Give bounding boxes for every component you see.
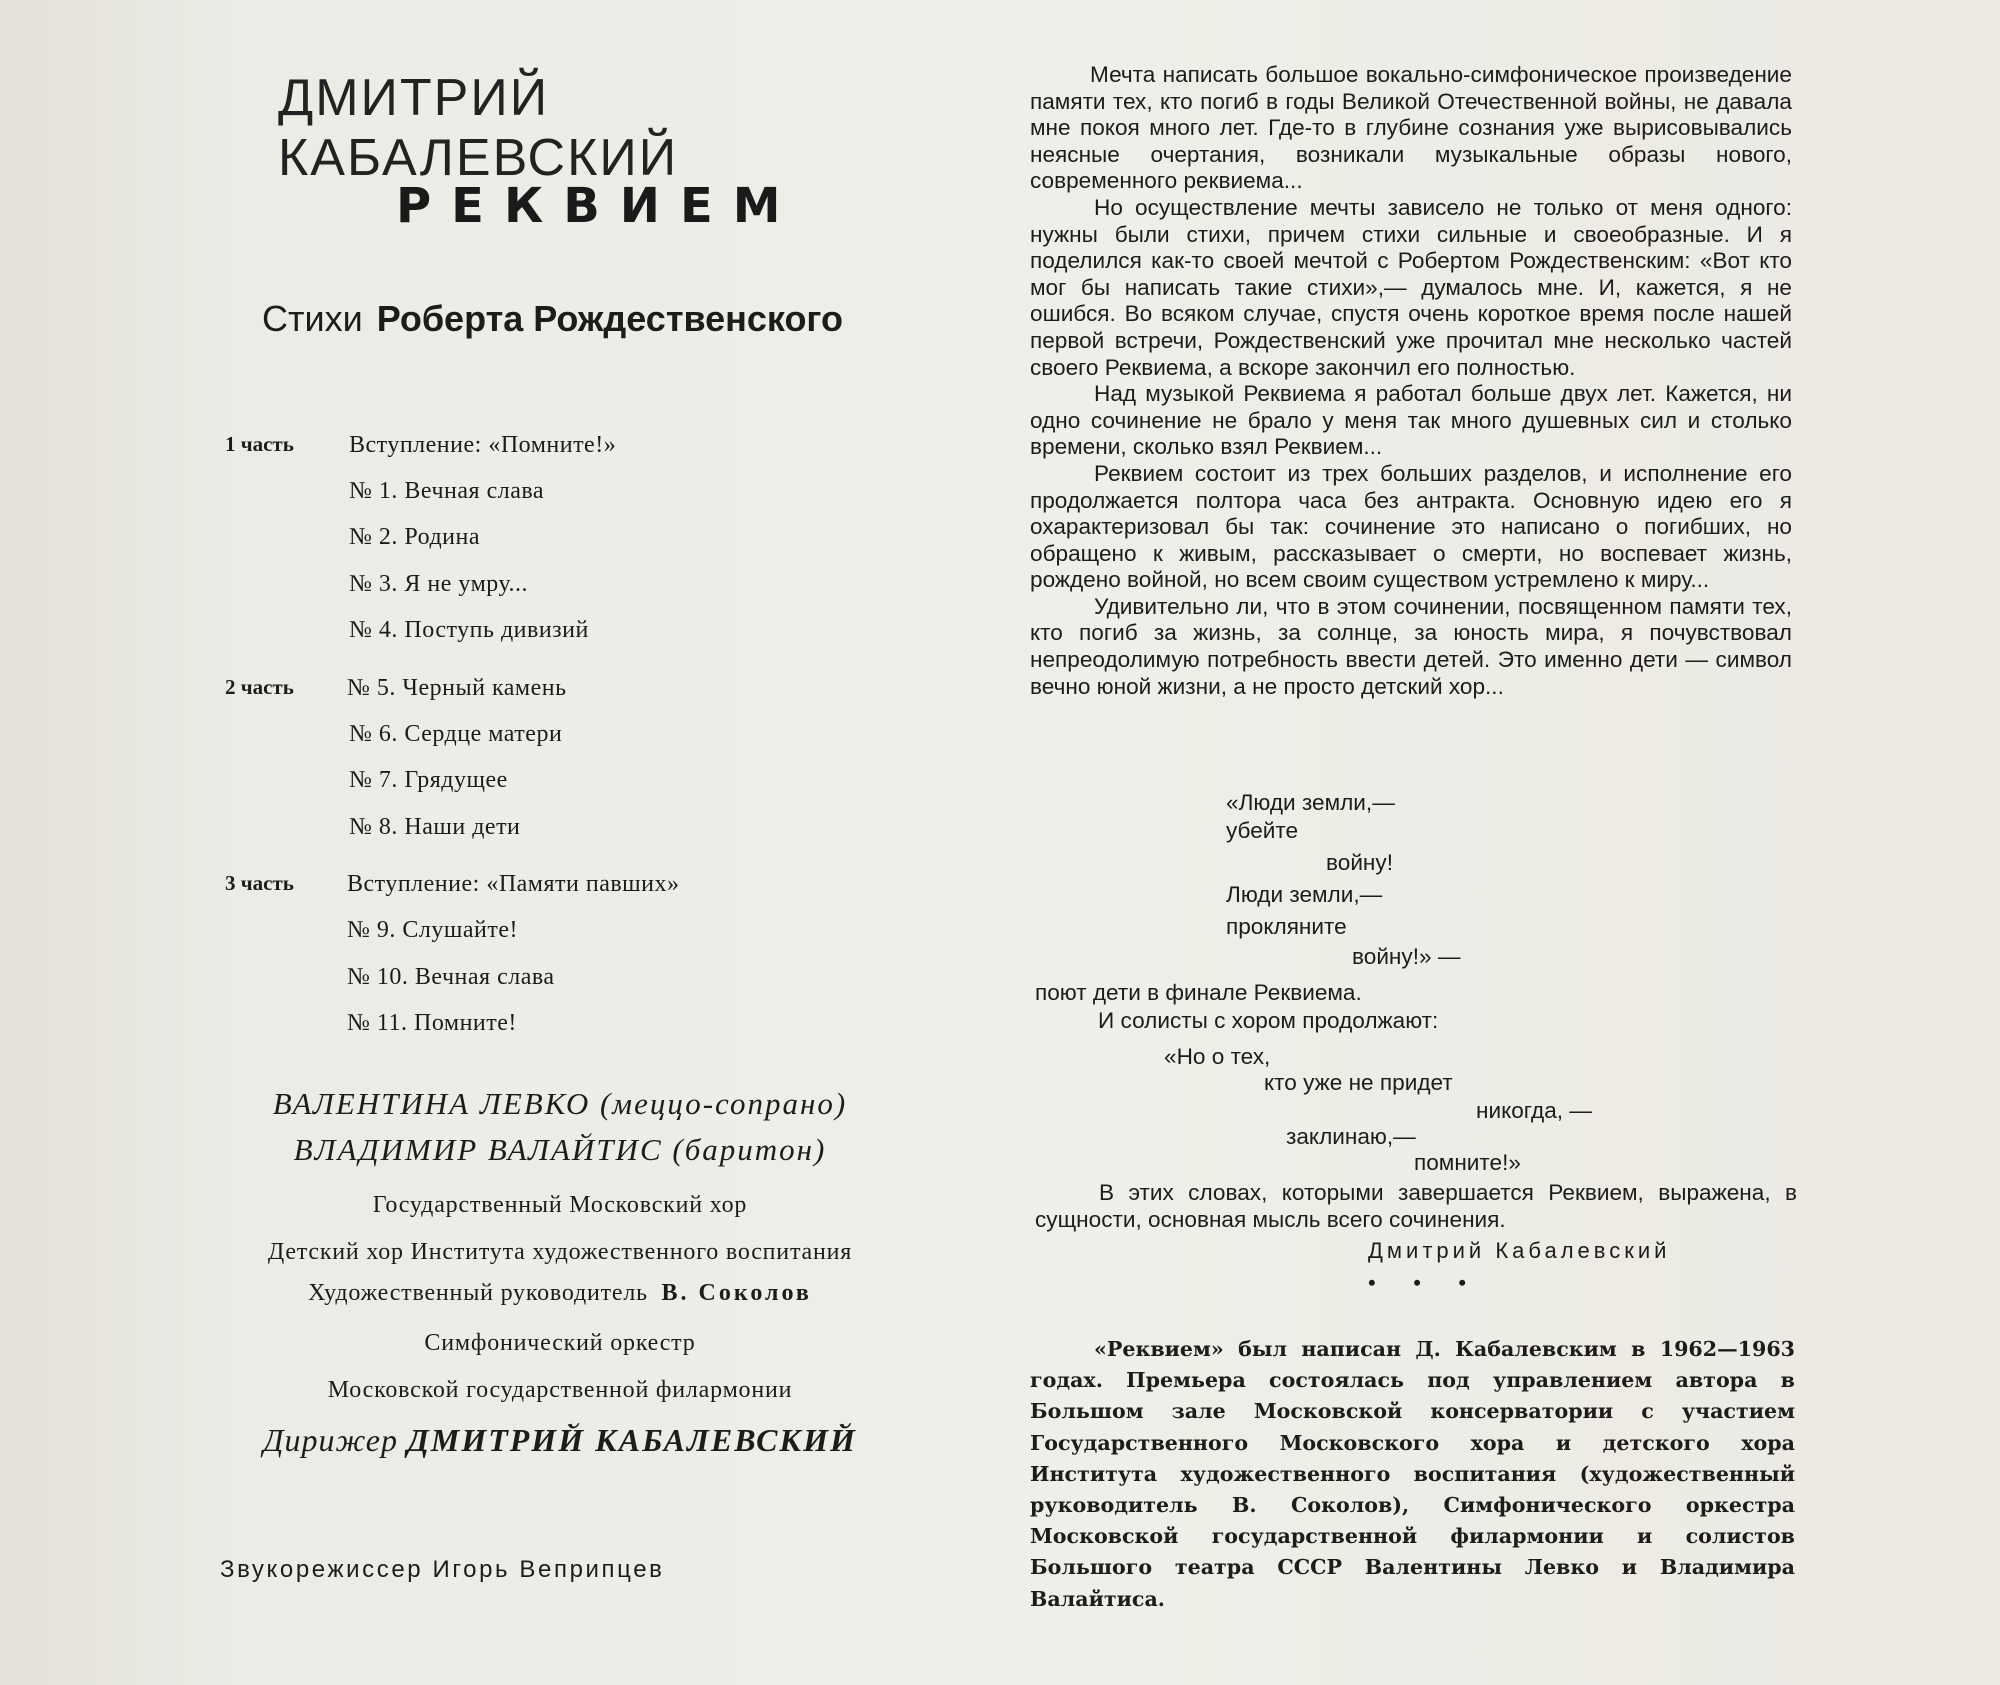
essay-paragraph: Над музыкой Реквиема я работал больше двух лет. Кажется, ни одно сочинение не брало у меня так много душевных сил и столько времени, сколько взял Реквием... <box>1030 381 1792 460</box>
signature: Дмитрий Кабалевский <box>1368 1238 1671 1263</box>
essay-paragraph: Реквием состоит из трех больших разделов, и исполнение его продолжается полтора часа без антракта. Основную идею его я охарактеризовал бы так: сочинение это написано о погибших, но обращено к живым, рассказывает о смерти, но воспевает жизнь, рождено войной, но всем своим существом устремлено к миру... <box>1030 460 1792 593</box>
premiere-note: «Реквием» был написан Д. Кабалевским в 1962—1963 годах. Премьера состоялась под управлением автора в Большом зале Московской консерватории с участием Государственного Московского хора и детского хора Института художественного воспитания (художественный руководитель В. Соколов), Симфонического оркестра Московской государственной филармонии и солистов Большого театра СССР Валентины Левко и Владимира Валайтиса. <box>1030 1337 1795 1611</box>
choir-credit: Государственный Московский хор <box>372 1192 748 1218</box>
right-column <box>1030 0 2000 1685</box>
essay-line: поют дети в финале Реквиема. <box>1035 980 1362 1005</box>
movement-title: № 11. Помните! <box>347 1010 517 1036</box>
verses-line <box>262 298 982 340</box>
sound-engineer-credit: Звукорежиссер Игорь Веприпцев <box>220 1556 665 1583</box>
verses-label: Стихи <box>262 298 363 339</box>
soloist-baritone: ВЛАДИМИР ВАЛАЙТИС (баритон) <box>293 1132 827 1167</box>
movement-title: № 5. Черный камень <box>347 675 567 701</box>
movement-title: № 2. Родина <box>349 524 481 550</box>
movement-title: № 7. Грядущее <box>349 767 508 793</box>
children-choir-credit: Детский хор Института художественного воспитания <box>267 1239 853 1265</box>
movement-title: № 6. Сердце матери <box>349 721 563 747</box>
movement-title: № 3. Я не умру... <box>349 571 529 597</box>
poem-line: никогда, — <box>1476 1098 1592 1123</box>
poem-line: войну!» — <box>1352 944 1461 969</box>
essay-paragraph: Удивительно ли, что в этом сочинении, посвященном памяти тех, кто погиб за жизнь, за солнце, за юность мира, я почувствовал непреодолимую потребность ввести детей. Это именно дети — символ вечно юной жизни, а не просто детский хор... <box>1030 593 1792 699</box>
poem-line: заклинаю,— <box>1286 1124 1416 1149</box>
section-divider: • • • <box>1368 1270 1483 1295</box>
philharmonic-credit: Московской государственной филармонии <box>327 1377 793 1403</box>
orchestra-credit: Симфонический оркестр <box>424 1330 696 1356</box>
movement-title: № 8. Наши дети <box>349 814 521 840</box>
essay-text <box>1030 62 1792 700</box>
part-label: 1 часть <box>225 432 294 456</box>
movement-title: № 4. Поступь дивизий <box>349 617 589 643</box>
soloist-mezzo: ВАЛЕНТИНА ЛЕВКО (меццо-сопрано) <box>272 1086 848 1121</box>
movement-title: № 1. Вечная слава <box>349 478 545 504</box>
essay-paragraph: Но осуществление мечты зависело не только от меня одного: нужны были стихи, причем стихи сильные и своеобразные. И я поделился как-то своей мечтой с Робертом Рождественским: «Вот кто мог бы написать такие стихи»,— думалось мне. И, кажется, я не ошибся. Во всяком случае, спустя очень короткое время после нашей первой встречи, Рождественский уже прочитал мне несколько частей своего Реквиема, а вскоре закончил его полностью. <box>1030 194 1792 380</box>
art-director-name: В. Соколов <box>661 1280 812 1306</box>
conductor-name: ДМИТРИЙ КАБАЛЕВСКИЙ <box>407 1422 857 1458</box>
poem-line: Люди земли,— <box>1226 882 1383 907</box>
part-label: 2 часть <box>225 675 294 699</box>
essay-paragraph: Мечта написать большое вокально-симфоническое произведение памяти тех, кто погиб в годы Великой Отечественной войны, не давала мне покоя много лет. Где-то в глубине сознания уже вырисовывались неясные очертания, возникали музыкальные образы нового, современного реквиема... <box>1030 62 1792 194</box>
movement-title: Вступление: «Помните!» <box>349 432 617 458</box>
art-director-credit <box>200 1280 920 1307</box>
essay-line: И солисты с хором продолжают: <box>1098 1008 1439 1033</box>
poem-line: «Но о тех, <box>1164 1044 1271 1069</box>
poet-name: Роберта Рождественского <box>376 298 843 339</box>
conductor-credit <box>200 1422 920 1459</box>
poem-line: войну! <box>1326 850 1393 875</box>
essay-closing: В этих словах, которыми завершается Реквием, выражена, в сущности, основная мысль всего сочинения. <box>1035 1180 1797 1232</box>
part-label: 3 часть <box>225 871 294 895</box>
art-director-label: Художественный руководитель <box>308 1280 648 1306</box>
movement-title: № 10. Вечная слава <box>347 964 555 990</box>
movement-title: № 9. Слушайте! <box>347 917 518 943</box>
poem-line: помните!» <box>1414 1150 1521 1175</box>
movement-title: Вступление: «Памяти павших» <box>347 871 680 897</box>
composer-name: ДМИТРИЙ КАБАЛЕВСКИЙ <box>278 69 679 187</box>
poem-line: «Люди земли,— <box>1226 790 1395 815</box>
poem-line: кто уже не придет <box>1264 1070 1453 1095</box>
poem-line: убейте <box>1226 818 1299 843</box>
work-title: РЕКВИЕМ <box>396 178 801 234</box>
conductor-label: Дирижер <box>263 1422 398 1458</box>
poem-line: прокляните <box>1226 914 1347 939</box>
